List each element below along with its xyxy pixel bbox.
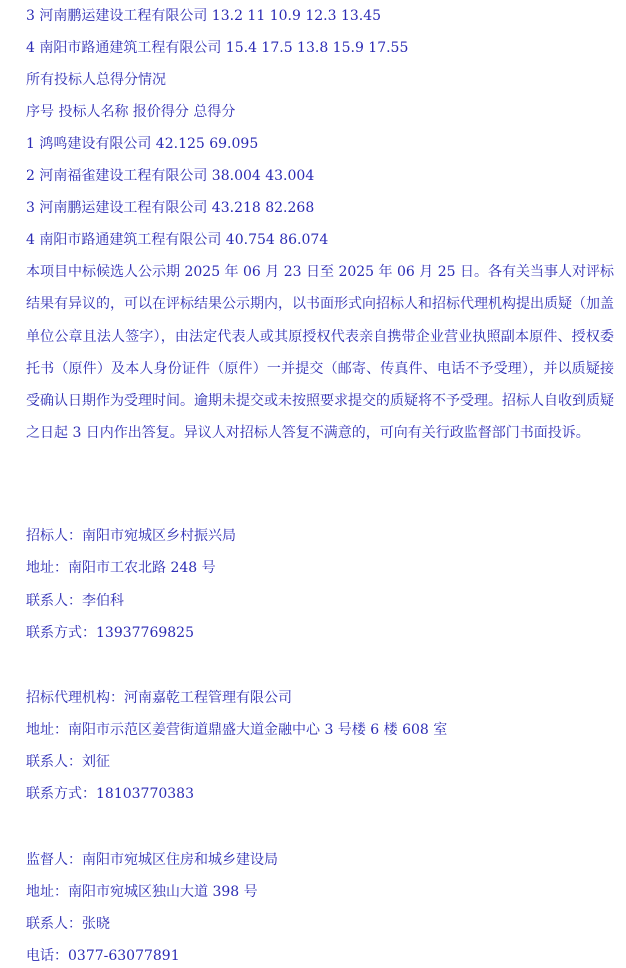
- tenderer-contact: 联系人：李伯科: [26, 593, 124, 609]
- agency-address: 地址：南阳市示范区姜营街道鼎盛大道金融中心 3 号楼 6 楼 608 室: [26, 722, 448, 738]
- total-score-heading: 所有投标人总得分情况: [26, 72, 166, 88]
- supervisor-name: 监督人：南阳市宛城区住房和城乡建设局: [26, 852, 278, 868]
- tenderer-address: 地址：南阳市工农北路 248 号: [26, 560, 216, 576]
- total-score-columns: 序号 投标人名称 报价得分 总得分: [26, 104, 236, 120]
- total-score-row-4: 4 南阳市路通建筑工程有限公司 40.754 86.074: [26, 232, 329, 248]
- agency-phone: 联系方式：18103770383: [26, 786, 194, 802]
- agency-contact: 联系人：刘征: [26, 754, 110, 770]
- agency-name: 招标代理机构：河南嘉乾工程管理有限公司: [26, 690, 292, 706]
- total-score-row-2: 2 河南福雀建设工程有限公司 38.004 43.004: [26, 168, 315, 184]
- total-score-row-3: 3 河南鹏运建设工程有限公司 43.218 82.268: [26, 200, 315, 216]
- score-row-3: 3 河南鹏运建设工程有限公司 13.2 11 10.9 12.3 13.45: [26, 8, 382, 24]
- total-score-row-1: 1 鸿鸣建设有限公司 42.125 69.095: [26, 136, 259, 152]
- tenderer-name: 招标人：南阳市宛城区乡村振兴局: [26, 528, 236, 544]
- supervisor-address: 地址：南阳市宛城区独山大道 398 号: [26, 884, 258, 900]
- supervisor-contact: 联系人：张晓: [26, 916, 110, 932]
- supervisor-phone: 电话：0377-63077891: [26, 948, 180, 964]
- score-row-4: 4 南阳市路通建筑工程有限公司 15.4 17.5 13.8 15.9 17.55: [26, 40, 409, 56]
- tenderer-phone: 联系方式：13937769825: [26, 625, 194, 641]
- publicity-notice-paragraph: 本项目中标候选人公示期 2025 年 06 月 23 日至 2025 年 06 月 25 日。各有关当事人对评标结果有异议的，可以在评标结果公示期内，以书面形式向招标人和招标代理机构提出质疑（加盖单位公章且法人签字），由法定代表人或其原授权代表亲自携带企业营业执照副本原件、授权委托书（原件）及本人身份证件（原件）一并提交（邮寄、传真件、电话不予受理），并以质疑接受确认日期作为受理时间。逾期未提交或未按照要求提交的质疑将不予受理。招标人自收到质疑之日起 3 日内作出答复。异议人对招标人答复不满意的，可向有关行政监督部门书面投诉。: [26, 264, 614, 442]
